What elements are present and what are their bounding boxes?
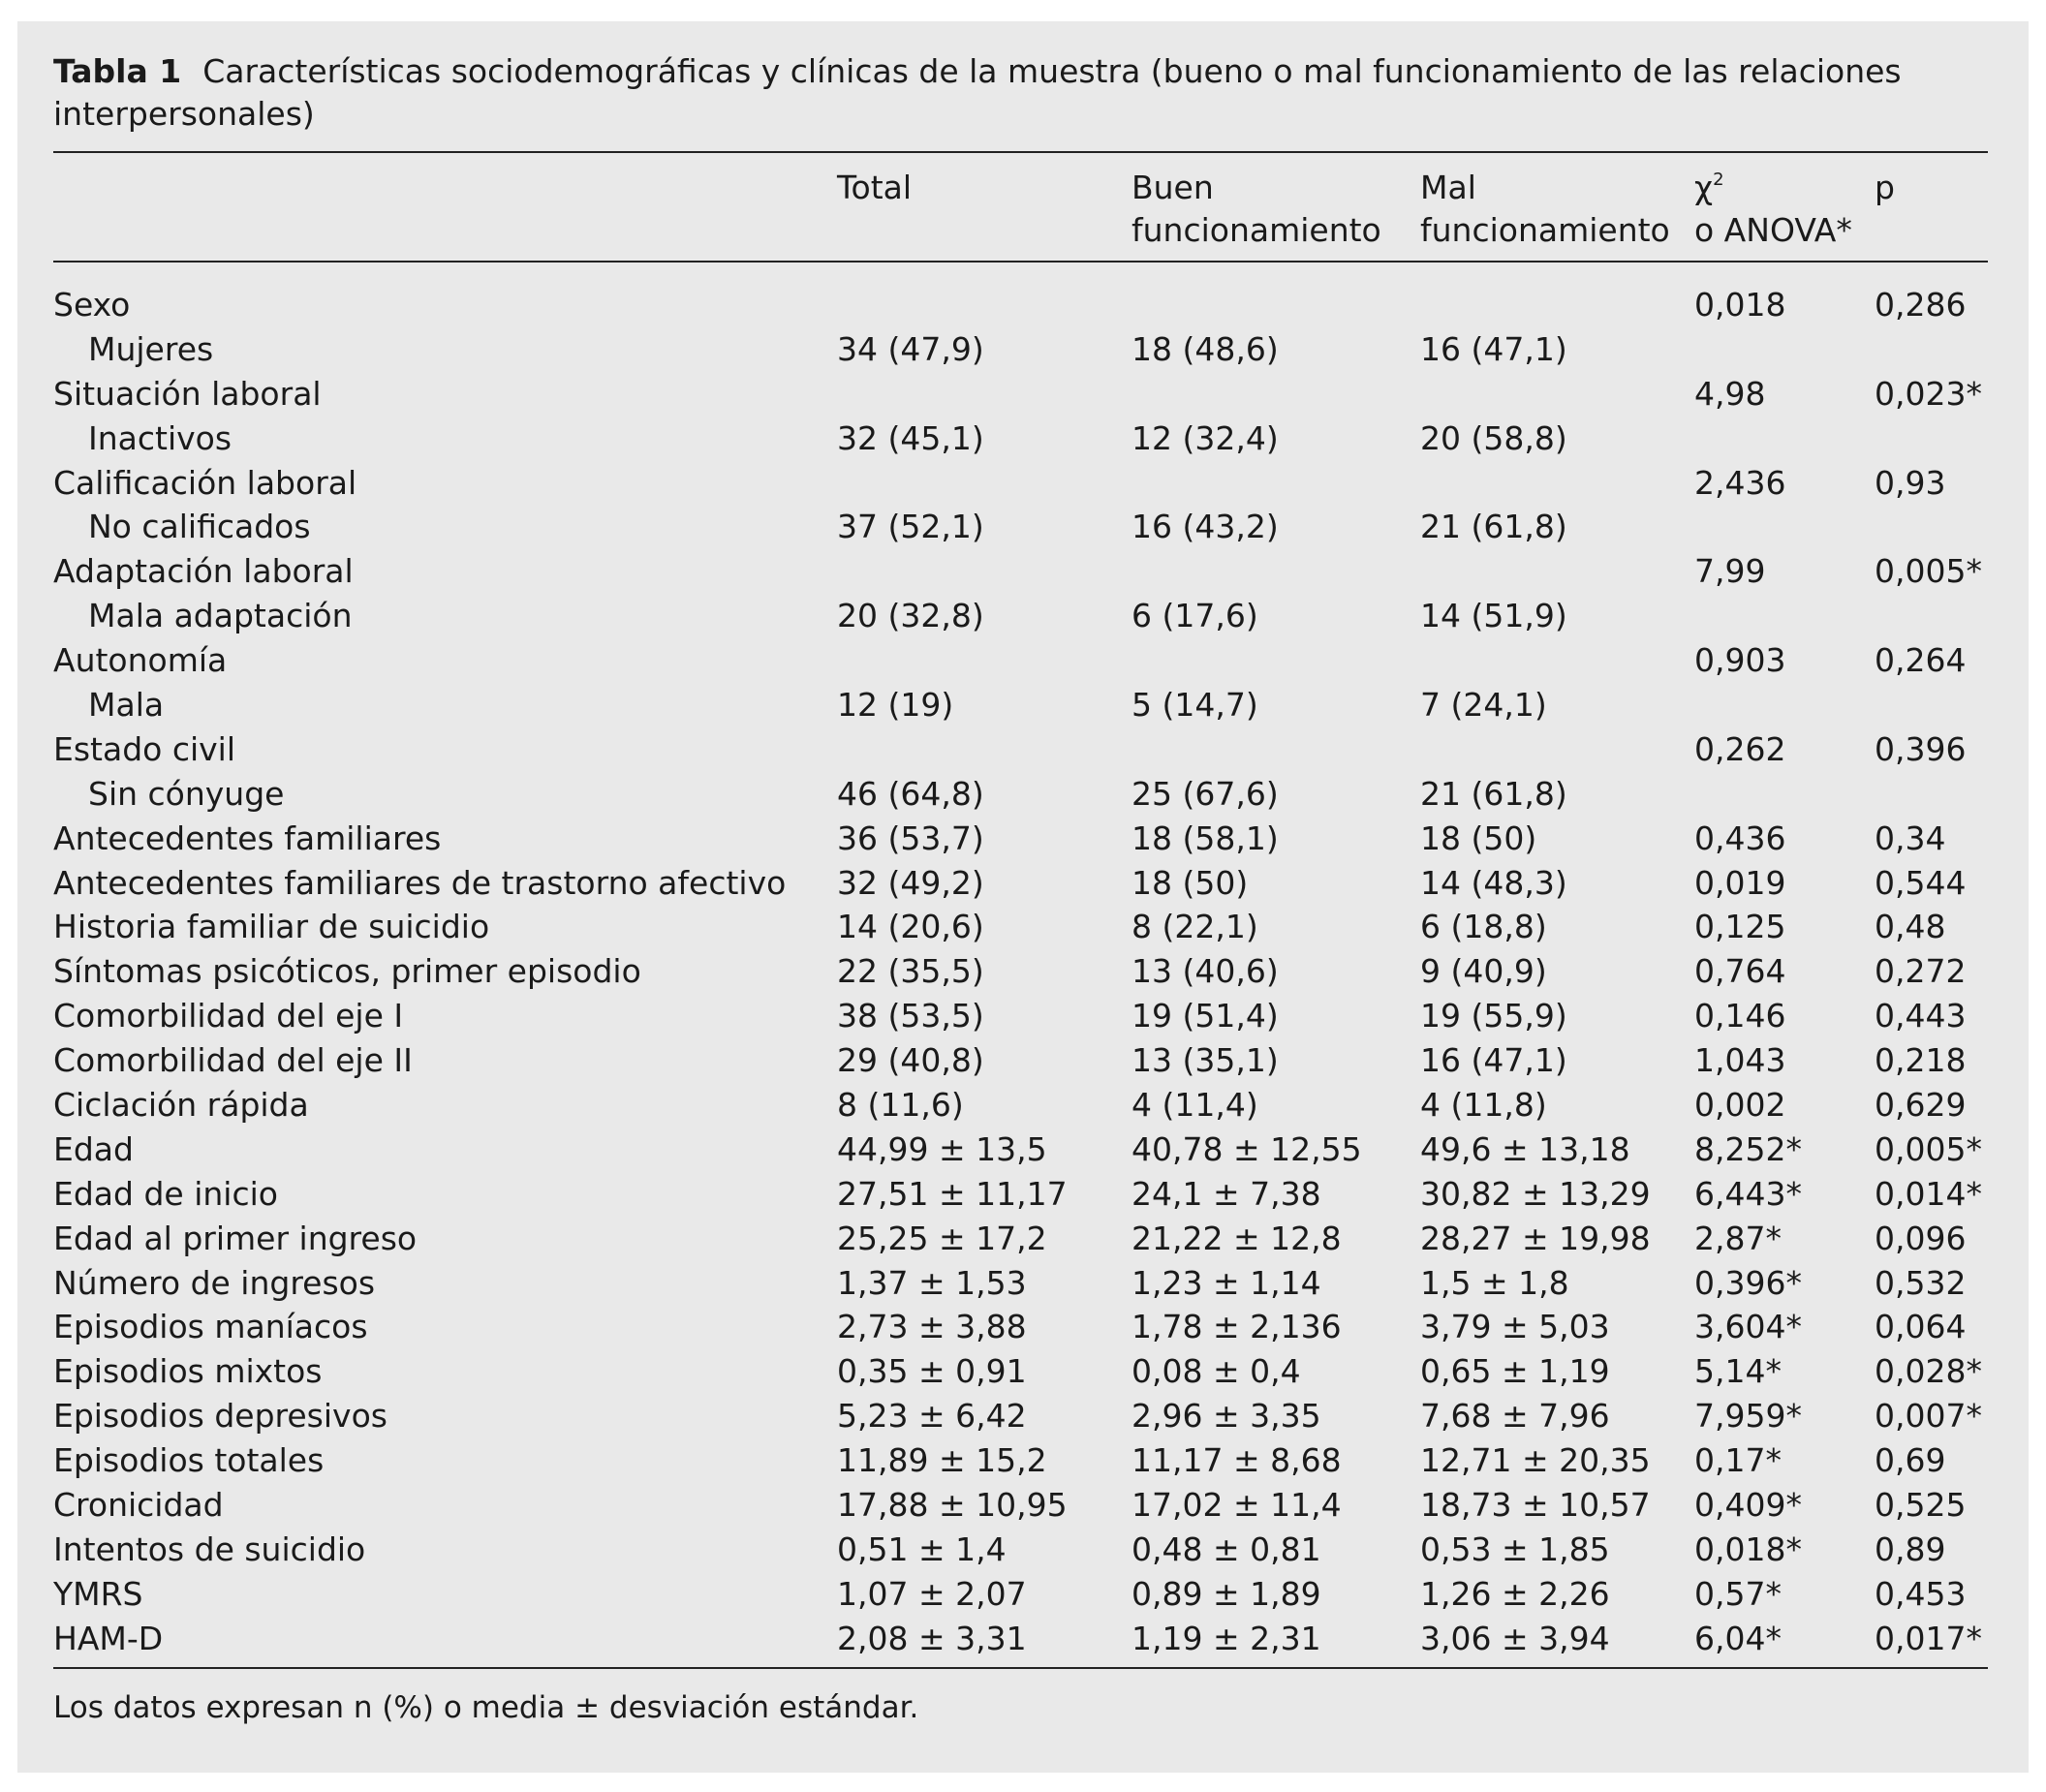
cell-mal-funcionamiento: 0,65 ± 1,19 xyxy=(1420,1352,1610,1391)
cell-buen-funcionamiento: 0,48 ± 0,81 xyxy=(1132,1529,1321,1568)
cell-chi-anova: 8,252* xyxy=(1694,1129,1802,1168)
header-mal xyxy=(1420,167,1670,252)
cell-p-value: 0,629 xyxy=(1875,1086,1967,1125)
cell-chi-anova: 0,396* xyxy=(1694,1263,1802,1302)
cell-total: 0,35 ± 0,91 xyxy=(837,1352,1027,1391)
cell-mal-funcionamiento: 6 (18,8) xyxy=(1420,908,1547,946)
table-row xyxy=(53,1572,1988,1617)
cell-total: 12 (19) xyxy=(837,686,954,725)
cell-chi-anova: 0,002 xyxy=(1694,1086,1786,1125)
cell-mal-funcionamiento: 49,6 ± 13,18 xyxy=(1420,1129,1630,1168)
cell-buen-funcionamiento: 6 (17,6) xyxy=(1132,597,1258,635)
table-row xyxy=(53,905,1988,949)
cell-p-value: 0,005* xyxy=(1875,1129,1982,1168)
cell-mal-funcionamiento: 12,71 ± 20,35 xyxy=(1420,1441,1651,1480)
header-chi-symbol: χ xyxy=(1694,169,1714,206)
row-label: Antecedentes familiares xyxy=(53,819,442,857)
cell-chi-anova: 7,99 xyxy=(1694,552,1766,591)
cell-p-value: 0,064 xyxy=(1875,1308,1967,1346)
table-caption xyxy=(53,50,1952,136)
cell-total: 22 (35,5) xyxy=(837,952,984,991)
cell-p-value: 0,005* xyxy=(1875,552,1982,591)
header-chi-line-2: o ANOVA* xyxy=(1694,211,1852,249)
cell-mal-funcionamiento: 21 (61,8) xyxy=(1420,774,1567,813)
header-buen-line-1: Buen xyxy=(1132,169,1214,206)
cell-total: 11,89 ± 15,2 xyxy=(837,1441,1047,1480)
header-mal-line-1: Mal xyxy=(1420,169,1476,206)
cell-p-value: 0,48 xyxy=(1875,908,1946,946)
row-label: Inactivos xyxy=(88,418,232,457)
cell-buen-funcionamiento: 0,08 ± 0,4 xyxy=(1132,1352,1301,1391)
header-buen-line-2: funcionamiento xyxy=(1132,211,1381,249)
table-row xyxy=(53,1305,1988,1349)
table-row xyxy=(53,861,1988,906)
cell-total: 46 (64,8) xyxy=(837,774,984,813)
header-mal-line-2: funcionamiento xyxy=(1420,211,1670,249)
table-row xyxy=(53,549,1988,594)
cell-p-value: 0,532 xyxy=(1875,1263,1967,1302)
row-label: Calificación laboral xyxy=(53,463,357,502)
cell-p-value: 0,525 xyxy=(1875,1486,1967,1525)
table-row xyxy=(53,638,1988,683)
cell-total: 34 (47,9) xyxy=(837,329,984,368)
cell-p-value: 0,096 xyxy=(1875,1219,1967,1257)
row-label: Estado civil xyxy=(53,729,236,768)
cell-mal-funcionamiento: 1,5 ± 1,8 xyxy=(1420,1263,1569,1302)
row-label: HAM-D xyxy=(53,1619,164,1657)
cell-buen-funcionamiento: 25 (67,6) xyxy=(1132,774,1279,813)
table-row xyxy=(53,1394,1988,1438)
cell-total: 44,99 ± 13,5 xyxy=(837,1129,1047,1168)
cell-p-value: 0,028* xyxy=(1875,1352,1982,1391)
row-label: Edad xyxy=(53,1129,134,1168)
cell-buen-funcionamiento: 24,1 ± 7,38 xyxy=(1132,1174,1321,1213)
cell-chi-anova: 0,17* xyxy=(1694,1441,1782,1480)
row-label: Comorbilidad del eje I xyxy=(53,997,404,1035)
cell-mal-funcionamiento: 30,82 ± 13,29 xyxy=(1420,1174,1651,1213)
cell-buen-funcionamiento: 18 (50) xyxy=(1132,863,1249,902)
header-buen xyxy=(1132,167,1381,252)
cell-p-value: 0,453 xyxy=(1875,1574,1967,1613)
cell-mal-funcionamiento: 0,53 ± 1,85 xyxy=(1420,1529,1610,1568)
cell-p-value: 0,272 xyxy=(1875,952,1967,991)
row-label: Sin cónyuge xyxy=(88,774,285,813)
row-label: YMRS xyxy=(53,1574,143,1613)
cell-mal-funcionamiento: 4 (11,8) xyxy=(1420,1086,1547,1125)
row-label: Situación laboral xyxy=(53,374,322,413)
cell-chi-anova: 0,409* xyxy=(1694,1486,1802,1525)
cell-buen-funcionamiento: 13 (35,1) xyxy=(1132,1041,1279,1080)
cell-chi-anova: 0,018 xyxy=(1694,286,1786,324)
row-label: Mala adaptación xyxy=(88,597,353,635)
table-row xyxy=(53,1528,1988,1572)
header-total-label: Total xyxy=(837,169,913,206)
table-row xyxy=(53,594,1988,638)
table-row xyxy=(53,1349,1988,1394)
table-caption-text: Características sociodemográficas y clínicas de la muestra (bueno o mal funcionamiento de las relaciones interpersonales) xyxy=(53,52,1902,133)
cell-p-value: 0,218 xyxy=(1875,1041,1967,1080)
table-row xyxy=(53,1172,1988,1217)
cell-mal-funcionamiento: 19 (55,9) xyxy=(1420,997,1567,1035)
cell-chi-anova: 0,019 xyxy=(1694,863,1786,902)
table-row xyxy=(53,949,1988,994)
cell-buen-funcionamiento: 8 (22,1) xyxy=(1132,908,1258,946)
bottom-rule xyxy=(53,1667,1988,1669)
cell-total: 32 (45,1) xyxy=(837,418,984,457)
cell-total: 17,88 ± 10,95 xyxy=(837,1486,1068,1525)
cell-mal-funcionamiento: 16 (47,1) xyxy=(1420,329,1567,368)
table-row xyxy=(53,772,1988,817)
cell-mal-funcionamiento: 7 (24,1) xyxy=(1420,686,1547,725)
cell-chi-anova: 0,903 xyxy=(1694,641,1786,680)
header-chi-sup: 2 xyxy=(1713,170,1724,190)
cell-buen-funcionamiento: 21,22 ± 12,8 xyxy=(1132,1219,1342,1257)
cell-chi-anova: 0,436 xyxy=(1694,819,1786,857)
row-label: Ciclación rápida xyxy=(53,1086,309,1125)
cell-chi-anova: 7,959* xyxy=(1694,1397,1802,1436)
row-label: Edad de inicio xyxy=(53,1174,278,1213)
cell-buen-funcionamiento: 5 (14,7) xyxy=(1132,686,1258,725)
row-label: Antecedentes familiares de trastorno afectivo xyxy=(53,863,787,902)
row-label: Adaptación laboral xyxy=(53,552,354,591)
cell-buen-funcionamiento: 2,96 ± 3,35 xyxy=(1132,1397,1321,1436)
header-p-label: p xyxy=(1875,169,1895,206)
cell-total: 14 (20,6) xyxy=(837,908,984,946)
cell-chi-anova: 0,125 xyxy=(1694,908,1786,946)
cell-total: 38 (53,5) xyxy=(837,997,984,1035)
table-row xyxy=(53,327,1988,372)
cell-chi-anova: 2,436 xyxy=(1694,463,1786,502)
cell-buen-funcionamiento: 40,78 ± 12,55 xyxy=(1132,1129,1362,1168)
cell-p-value: 0,286 xyxy=(1875,286,1967,324)
header-total xyxy=(837,167,912,209)
cell-total: 8 (11,6) xyxy=(837,1086,964,1125)
cell-chi-anova: 2,87* xyxy=(1694,1219,1782,1257)
cell-chi-anova: 4,98 xyxy=(1694,374,1766,413)
cell-chi-anova: 0,262 xyxy=(1694,729,1786,768)
row-label: Edad al primer ingreso xyxy=(53,1219,418,1257)
row-label: Sexo xyxy=(53,286,131,324)
cell-mal-funcionamiento: 3,06 ± 3,94 xyxy=(1420,1619,1610,1657)
cell-chi-anova: 6,443* xyxy=(1694,1174,1802,1213)
table-row xyxy=(53,461,1988,506)
cell-p-value: 0,264 xyxy=(1875,641,1967,680)
cell-total: 37 (52,1) xyxy=(837,508,984,546)
header-chi xyxy=(1694,167,1852,252)
cell-p-value: 0,89 xyxy=(1875,1529,1946,1568)
cell-buen-funcionamiento: 17,02 ± 11,4 xyxy=(1132,1486,1342,1525)
header-p xyxy=(1875,167,1895,209)
row-label: Mujeres xyxy=(88,329,214,368)
cell-chi-anova: 5,14* xyxy=(1694,1352,1782,1391)
row-label: Episodios mixtos xyxy=(53,1352,323,1391)
row-label: Autonomía xyxy=(53,641,228,680)
row-label: Historia familiar de suicidio xyxy=(53,908,490,946)
row-label: Número de ingresos xyxy=(53,1263,376,1302)
cell-p-value: 0,443 xyxy=(1875,997,1967,1035)
table-caption-label: Tabla 1 xyxy=(53,52,182,90)
row-label: Episodios totales xyxy=(53,1441,325,1480)
cell-p-value: 0,69 xyxy=(1875,1441,1946,1480)
cell-mal-funcionamiento: 9 (40,9) xyxy=(1420,952,1547,991)
header-chi-line-1 xyxy=(1694,167,1852,209)
table-row xyxy=(53,727,1988,772)
cell-mal-funcionamiento: 3,79 ± 5,03 xyxy=(1420,1308,1610,1346)
cell-buen-funcionamiento: 11,17 ± 8,68 xyxy=(1132,1441,1342,1480)
cell-mal-funcionamiento: 18,73 ± 10,57 xyxy=(1420,1486,1651,1525)
header-rule xyxy=(53,261,1988,263)
row-label: Síntomas psicóticos, primer episodio xyxy=(53,952,641,991)
cell-chi-anova: 3,604* xyxy=(1694,1308,1802,1346)
table-row xyxy=(53,1217,1988,1261)
cell-buen-funcionamiento: 1,19 ± 2,31 xyxy=(1132,1619,1321,1657)
cell-p-value: 0,014* xyxy=(1875,1174,1982,1213)
table-row xyxy=(53,1438,1988,1483)
table-row xyxy=(53,1483,1988,1528)
row-label: Intentos de suicidio xyxy=(53,1529,366,1568)
cell-chi-anova: 0,018* xyxy=(1694,1529,1802,1568)
cell-mal-funcionamiento: 21 (61,8) xyxy=(1420,508,1567,546)
cell-buen-funcionamiento: 1,78 ± 2,136 xyxy=(1132,1308,1342,1346)
cell-total: 1,07 ± 2,07 xyxy=(837,1574,1027,1613)
table-row xyxy=(53,417,1988,461)
row-label: Episodios maníacos xyxy=(53,1308,368,1346)
cell-buen-funcionamiento: 12 (32,4) xyxy=(1132,418,1279,457)
table-footnote: Los datos expresan n (%) o media ± desviación estándar. xyxy=(53,1690,919,1725)
table-body xyxy=(53,283,1988,1661)
table-row xyxy=(53,1617,1988,1661)
cell-total: 36 (53,7) xyxy=(837,819,984,857)
cell-p-value: 0,93 xyxy=(1875,463,1946,502)
table-row xyxy=(53,283,1988,327)
cell-mal-funcionamiento: 16 (47,1) xyxy=(1420,1041,1567,1080)
cell-p-value: 0,023* xyxy=(1875,374,1982,413)
cell-chi-anova: 6,04* xyxy=(1694,1619,1782,1657)
row-label: No calificados xyxy=(88,508,311,546)
top-rule xyxy=(53,151,1988,153)
table-row xyxy=(53,1261,1988,1306)
cell-p-value: 0,34 xyxy=(1875,819,1946,857)
cell-mal-funcionamiento: 14 (51,9) xyxy=(1420,597,1567,635)
table-row xyxy=(53,994,1988,1038)
cell-total: 25,25 ± 17,2 xyxy=(837,1219,1047,1257)
cell-mal-funcionamiento: 28,27 ± 19,98 xyxy=(1420,1219,1651,1257)
cell-chi-anova: 0,57* xyxy=(1694,1574,1782,1613)
cell-buen-funcionamiento: 19 (51,4) xyxy=(1132,997,1279,1035)
cell-buen-funcionamiento: 18 (48,6) xyxy=(1132,329,1279,368)
table-row xyxy=(53,505,1988,549)
table-row xyxy=(53,683,1988,727)
cell-buen-funcionamiento: 0,89 ± 1,89 xyxy=(1132,1574,1321,1613)
cell-mal-funcionamiento: 7,68 ± 7,96 xyxy=(1420,1397,1610,1436)
cell-total: 32 (49,2) xyxy=(837,863,984,902)
cell-mal-funcionamiento: 1,26 ± 2,26 xyxy=(1420,1574,1610,1613)
cell-buen-funcionamiento: 16 (43,2) xyxy=(1132,508,1279,546)
cell-total: 1,37 ± 1,53 xyxy=(837,1263,1027,1302)
cell-chi-anova: 1,043 xyxy=(1694,1041,1786,1080)
cell-total: 2,73 ± 3,88 xyxy=(837,1308,1027,1346)
cell-p-value: 0,017* xyxy=(1875,1619,1982,1657)
cell-buen-funcionamiento: 4 (11,4) xyxy=(1132,1086,1258,1125)
cell-total: 27,51 ± 11,17 xyxy=(837,1174,1068,1213)
cell-mal-funcionamiento: 18 (50) xyxy=(1420,819,1537,857)
cell-buen-funcionamiento: 18 (58,1) xyxy=(1132,819,1279,857)
cell-buen-funcionamiento: 13 (40,6) xyxy=(1132,952,1279,991)
table-row xyxy=(53,372,1988,417)
cell-total: 0,51 ± 1,4 xyxy=(837,1529,1007,1568)
cell-p-value: 0,396 xyxy=(1875,729,1967,768)
cell-total: 20 (32,8) xyxy=(837,597,984,635)
cell-total: 5,23 ± 6,42 xyxy=(837,1397,1027,1436)
row-label: Episodios depresivos xyxy=(53,1397,388,1436)
table-row xyxy=(53,1128,1988,1172)
table-row xyxy=(53,1038,1988,1083)
cell-mal-funcionamiento: 20 (58,8) xyxy=(1420,418,1567,457)
cell-buen-funcionamiento: 1,23 ± 1,14 xyxy=(1132,1263,1321,1302)
row-label: Mala xyxy=(88,686,165,725)
cell-chi-anova: 0,764 xyxy=(1694,952,1786,991)
cell-mal-funcionamiento: 14 (48,3) xyxy=(1420,863,1567,902)
table-row xyxy=(53,817,1988,861)
cell-chi-anova: 0,146 xyxy=(1694,997,1786,1035)
row-label: Comorbilidad del eje II xyxy=(53,1041,413,1080)
row-label: Cronicidad xyxy=(53,1486,224,1525)
cell-total: 29 (40,8) xyxy=(837,1041,984,1080)
cell-p-value: 0,544 xyxy=(1875,863,1967,902)
table-row xyxy=(53,1083,1988,1128)
cell-total: 2,08 ± 3,31 xyxy=(837,1619,1027,1657)
cell-p-value: 0,007* xyxy=(1875,1397,1982,1436)
